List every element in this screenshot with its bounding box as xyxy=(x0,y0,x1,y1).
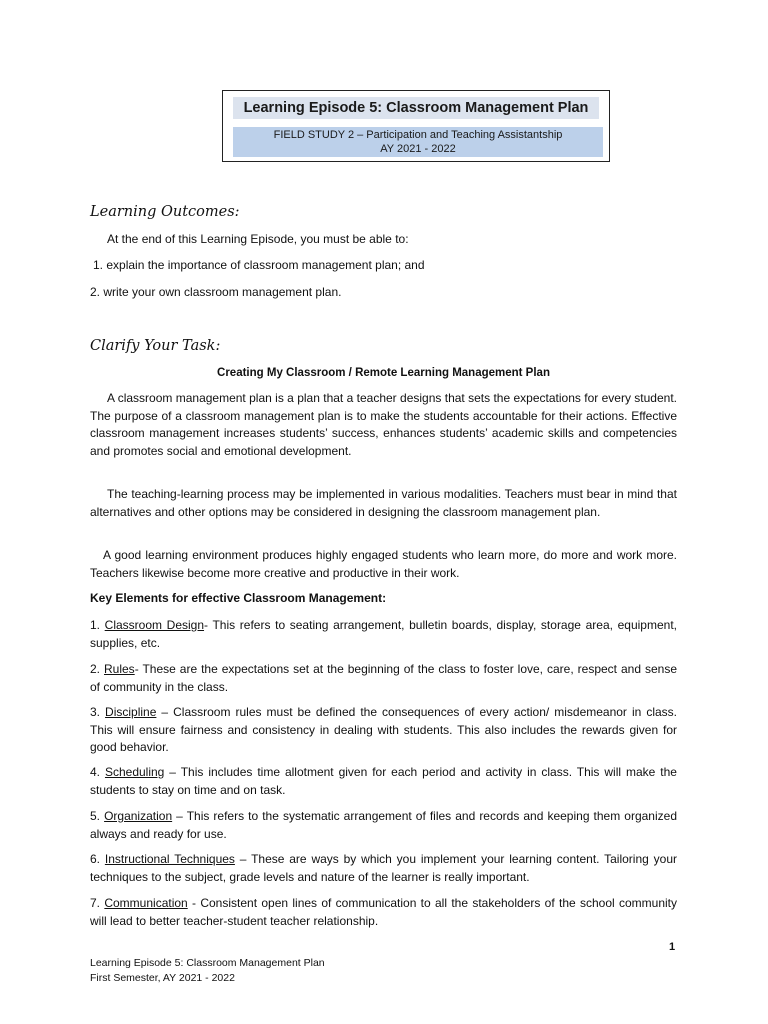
key-element-item xyxy=(90,895,677,930)
key-element-item xyxy=(90,617,677,652)
item-description: – These are ways by which you implement your learning content. Tailoring your techniques to the subject, grade levels and nature of the learner is really important. xyxy=(90,852,678,884)
document-title: Learning Episode 5: Classroom Management Plan xyxy=(233,97,599,119)
subtitle-line-2: AY 2021 - 2022 xyxy=(380,143,456,155)
footer-line-2: First Semester, AY 2021 - 2022 xyxy=(90,972,235,984)
item-term: Discipline xyxy=(105,705,157,719)
page-number: 1 xyxy=(669,941,676,953)
outcome-item-1: 1. explain the importance of classroom management plan; and xyxy=(93,258,425,272)
key-element-item xyxy=(90,808,677,843)
item-term: Classroom Design xyxy=(104,618,205,632)
item-number: 6. xyxy=(90,852,101,866)
item-description: - These are the expectations set at the beginning of the class to foster love, care, respect and sense of community in the class. xyxy=(90,662,677,694)
item-description: - This refers to seating arrangement, bulletin boards, display, storage area, equipment, supplies, etc. xyxy=(90,618,677,650)
key-element-item xyxy=(90,851,677,886)
key-element-item xyxy=(90,704,677,757)
key-element-item xyxy=(90,764,677,799)
item-description: – Classroom rules must be defined the consequences of every action/ misdemeanor in class. This will ensure fairness and consistency in dealing with students. This also includes the rewards given for good behavior. xyxy=(90,705,677,754)
item-description: – This includes time allotment given for each period and activity in class. This will make the students to stay on time and on task. xyxy=(90,765,677,797)
key-element-item xyxy=(90,661,677,696)
task-subheading: Creating My Classroom / Remote Learning Management Plan xyxy=(217,367,550,379)
outcome-item-2: 2. write your own classroom management plan. xyxy=(90,285,342,299)
item-description: – This refers to the systematic arrangement of files and records and keeping them organized always and ready for use. xyxy=(90,809,677,841)
task-paragraph-3: A good learning environment produces highly engaged students who learn more, do more and work more. Teachers likewise become more creative and productive in their work. xyxy=(90,548,677,580)
item-number: 4. xyxy=(90,765,101,779)
task-paragraph-2: The teaching-learning process may be implemented in various modalities. Teachers must bear in mind that alternatives and other options may be considered in designing the classroom management plan. xyxy=(90,487,677,519)
key-elements-heading: Key Elements for effective Classroom Management: xyxy=(90,591,387,605)
item-term: Communication xyxy=(104,896,188,910)
title-box xyxy=(222,90,610,162)
outcomes-intro: At the end of this Learning Episode, you must be able to: xyxy=(107,232,409,246)
subtitle-line-1: FIELD STUDY 2 – Participation and Teaching Assistantship xyxy=(273,129,563,141)
clarify-task-heading: Clarify Your Task: xyxy=(90,338,221,354)
item-description: - Consistent open lines of communication to all the stakeholders of the school community will lead to better teacher-student teacher relationship. xyxy=(90,896,678,928)
item-number: 3. xyxy=(90,705,101,719)
item-number: 5. xyxy=(90,809,101,823)
task-paragraph-1: A classroom management plan is a plan that a teacher designs that sets the expectations for every student. The purpose of a classroom management plan is to make the students accountable for their actions. Effective classroom management increases students’ success, enhances students’ academic skills and competencies and promotes social and emotional development. xyxy=(90,391,677,458)
item-term: Instructional Techniques xyxy=(104,852,235,866)
item-number: 7. xyxy=(90,896,101,910)
learning-outcomes-heading: Learning Outcomes: xyxy=(90,204,240,220)
item-term: Scheduling xyxy=(104,765,165,779)
item-term: Rules xyxy=(104,662,135,676)
footer-line-1: Learning Episode 5: Classroom Management Plan xyxy=(90,957,325,969)
item-term: Organization xyxy=(104,809,173,823)
document-subtitle xyxy=(233,127,603,157)
item-number: 2. xyxy=(90,662,101,676)
item-number: 1. xyxy=(90,618,101,632)
